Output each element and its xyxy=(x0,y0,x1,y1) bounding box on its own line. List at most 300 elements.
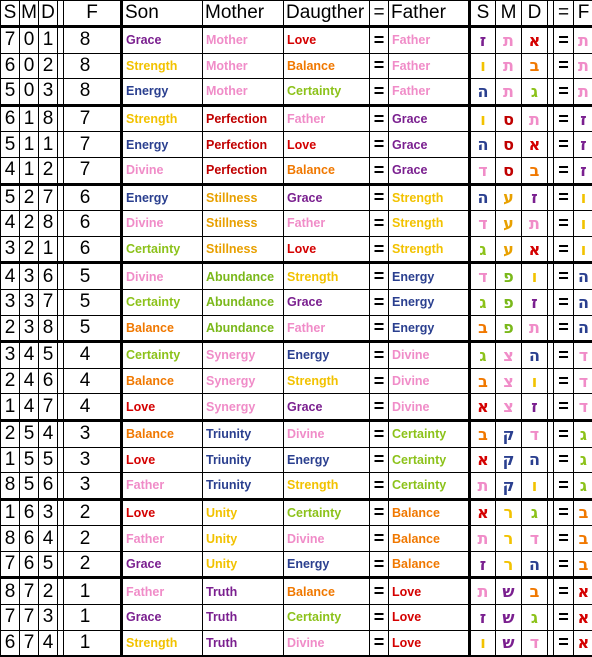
cell-daughter: Balance xyxy=(284,157,370,184)
cell-mother: Truth xyxy=(203,578,284,605)
cell-s: 4 xyxy=(1,263,20,290)
cell-hebrew-equals: = xyxy=(554,79,574,106)
cell-hebrew-m: ש xyxy=(496,578,522,605)
cell-equals: = xyxy=(370,420,389,447)
cell-f: 6 xyxy=(64,184,122,211)
cell-hebrew-f: ו xyxy=(574,211,592,237)
cell-d: 8 xyxy=(39,105,58,132)
cell-daughter: Grace xyxy=(284,289,370,315)
table-row xyxy=(1,551,592,578)
cell-hebrew-f: ת xyxy=(574,79,592,106)
cell-d: 5 xyxy=(39,447,58,473)
table-row xyxy=(1,578,592,605)
cell-hebrew-s: ת xyxy=(470,473,496,500)
cell-son: Balance xyxy=(122,315,203,342)
cell-son: Love xyxy=(122,499,203,526)
cell-father: Divine xyxy=(389,368,470,394)
cell-mother: Stillness xyxy=(203,184,284,211)
cell-daughter: Love xyxy=(284,132,370,158)
cell-daughter: Grace xyxy=(284,394,370,421)
cell-father: Divine xyxy=(389,342,470,369)
cell-hebrew-d: ג xyxy=(522,499,548,526)
cell-hebrew-equals: = xyxy=(554,263,574,290)
cell-hebrew-f: ב xyxy=(574,526,592,552)
cell-hebrew-d: ד xyxy=(522,420,548,447)
cell-m: 7 xyxy=(20,630,39,656)
cell-hebrew-equals: = xyxy=(554,551,574,578)
table-row xyxy=(1,499,592,526)
cell-father: Grace xyxy=(389,105,470,132)
cell-son: Energy xyxy=(122,132,203,158)
table-row xyxy=(1,526,592,552)
cell-father: Father xyxy=(389,27,470,54)
cell-hebrew-s: ד xyxy=(470,263,496,290)
cell-father: Balance xyxy=(389,526,470,552)
cell-son: Divine xyxy=(122,263,203,290)
cell-d: 1 xyxy=(39,27,58,54)
cell-hebrew-m: פ xyxy=(496,263,522,290)
cell-equals: = xyxy=(370,447,389,473)
cell-hebrew-m: ת xyxy=(496,53,522,79)
cell-daughter: Father xyxy=(284,105,370,132)
cell-s: 5 xyxy=(1,184,20,211)
cell-hebrew-m: ר xyxy=(496,551,522,578)
cell-f: 7 xyxy=(64,132,122,158)
cell-equals: = xyxy=(370,578,389,605)
cell-s: 3 xyxy=(1,289,20,315)
cell-mother: Triunity xyxy=(203,473,284,500)
cell-daughter: Balance xyxy=(284,578,370,605)
cell-hebrew-m: ר xyxy=(496,499,522,526)
header-father: Father xyxy=(389,1,470,27)
cell-f: 4 xyxy=(64,368,122,394)
cell-son: Grace xyxy=(122,605,203,631)
cell-d: 3 xyxy=(39,605,58,631)
cell-m: 0 xyxy=(20,53,39,79)
cell-hebrew-m: ת xyxy=(496,79,522,106)
cell-s: 6 xyxy=(1,53,20,79)
cell-hebrew-f: ג xyxy=(574,473,592,500)
cell-hebrew-s: ז xyxy=(470,27,496,54)
cell-d: 2 xyxy=(39,157,58,184)
cell-son: Strength xyxy=(122,105,203,132)
cell-s: 6 xyxy=(1,630,20,656)
cell-hebrew-s: א xyxy=(470,394,496,421)
cell-hebrew-equals: = xyxy=(554,236,574,263)
cell-father: Certainty xyxy=(389,420,470,447)
cell-son: Grace xyxy=(122,551,203,578)
cell-son: Father xyxy=(122,473,203,500)
cell-hebrew-s: ג xyxy=(470,289,496,315)
cell-hebrew-m: ס xyxy=(496,132,522,158)
header-s: S xyxy=(1,1,20,27)
table-row xyxy=(1,368,592,394)
header-equals: = xyxy=(370,1,389,27)
cell-daughter: Energy xyxy=(284,342,370,369)
cell-father: Certainty xyxy=(389,447,470,473)
cell-hebrew-d: ו xyxy=(522,473,548,500)
cell-father: Grace xyxy=(389,157,470,184)
cell-f: 8 xyxy=(64,79,122,106)
cell-son: Strength xyxy=(122,53,203,79)
cell-daughter: Certainty xyxy=(284,605,370,631)
cell-d: 2 xyxy=(39,53,58,79)
cell-equals: = xyxy=(370,473,389,500)
cell-hebrew-d: ת xyxy=(522,315,548,342)
header-daughter: Daugther xyxy=(284,1,370,27)
cell-hebrew-d: ז xyxy=(522,184,548,211)
cell-hebrew-equals: = xyxy=(554,473,574,500)
cell-m: 1 xyxy=(20,157,39,184)
cell-s: 1 xyxy=(1,499,20,526)
cell-hebrew-equals: = xyxy=(554,157,574,184)
cell-mother: Unity xyxy=(203,499,284,526)
header-row xyxy=(1,1,592,27)
cell-hebrew-d: ת xyxy=(522,211,548,237)
table-row xyxy=(1,342,592,369)
cell-equals: = xyxy=(370,105,389,132)
cell-father: Strength xyxy=(389,184,470,211)
cell-hebrew-f: ב xyxy=(574,499,592,526)
cell-mother: Synergy xyxy=(203,342,284,369)
cell-hebrew-s: ג xyxy=(470,342,496,369)
cell-hebrew-f: ה xyxy=(574,263,592,290)
cell-hebrew-m: ק xyxy=(496,420,522,447)
cell-equals: = xyxy=(370,27,389,54)
cell-father: Strength xyxy=(389,211,470,237)
cell-m: 6 xyxy=(20,551,39,578)
cell-hebrew-m: ת xyxy=(496,27,522,54)
cell-m: 5 xyxy=(20,447,39,473)
cell-mother: Perfection xyxy=(203,132,284,158)
cell-equals: = xyxy=(370,526,389,552)
cell-f: 3 xyxy=(64,473,122,500)
header-m: M xyxy=(20,1,39,27)
cell-son: Energy xyxy=(122,184,203,211)
cell-equals: = xyxy=(370,79,389,106)
header-d: D xyxy=(39,1,58,27)
cell-d: 7 xyxy=(39,289,58,315)
cell-daughter: Love xyxy=(284,236,370,263)
table-row xyxy=(1,157,592,184)
cell-son: Divine xyxy=(122,211,203,237)
cell-m: 1 xyxy=(20,105,39,132)
cell-son: Certainty xyxy=(122,289,203,315)
cell-daughter: Certainty xyxy=(284,499,370,526)
cell-hebrew-m: פ xyxy=(496,289,522,315)
cell-hebrew-d: ג xyxy=(522,79,548,106)
cell-hebrew-m: ק xyxy=(496,473,522,500)
cell-son: Energy xyxy=(122,79,203,106)
cell-hebrew-d: ב xyxy=(522,157,548,184)
cell-s: 8 xyxy=(1,578,20,605)
cell-mother: Abundance xyxy=(203,315,284,342)
cell-hebrew-f: ג xyxy=(574,420,592,447)
cell-s: 8 xyxy=(1,526,20,552)
cell-f: 3 xyxy=(64,420,122,447)
cell-hebrew-f: ז xyxy=(574,105,592,132)
cell-hebrew-equals: = xyxy=(554,184,574,211)
cell-m: 3 xyxy=(20,315,39,342)
cell-hebrew-m: ק xyxy=(496,447,522,473)
cell-f: 2 xyxy=(64,551,122,578)
cell-f: 1 xyxy=(64,578,122,605)
header-hebrew-d: D xyxy=(522,1,548,27)
cell-father: Love xyxy=(389,578,470,605)
cell-hebrew-s: ב xyxy=(470,315,496,342)
cell-daughter: Father xyxy=(284,315,370,342)
cell-hebrew-f: א xyxy=(574,578,592,605)
header-hebrew-m: M xyxy=(496,1,522,27)
cell-mother: Abundance xyxy=(203,263,284,290)
cell-f: 5 xyxy=(64,263,122,290)
cell-hebrew-s: ה xyxy=(470,184,496,211)
cell-mother: Perfection xyxy=(203,105,284,132)
cell-d: 4 xyxy=(39,420,58,447)
cell-s: 1 xyxy=(1,394,20,421)
cell-daughter: Strength xyxy=(284,368,370,394)
cell-daughter: Balance xyxy=(284,53,370,79)
cell-d: 2 xyxy=(39,578,58,605)
cell-s: 1 xyxy=(1,447,20,473)
table-row xyxy=(1,315,592,342)
table-row xyxy=(1,132,592,158)
header-hebrew-s: S xyxy=(470,1,496,27)
cell-hebrew-equals: = xyxy=(554,499,574,526)
cell-hebrew-d: א xyxy=(522,27,548,54)
header-son: Son xyxy=(122,1,203,27)
cell-f: 8 xyxy=(64,53,122,79)
table-row xyxy=(1,420,592,447)
cell-m: 6 xyxy=(20,499,39,526)
cell-hebrew-s: ב xyxy=(470,420,496,447)
cell-hebrew-f: ז xyxy=(574,157,592,184)
cell-hebrew-equals: = xyxy=(554,447,574,473)
cell-s: 5 xyxy=(1,132,20,158)
cell-mother: Mother xyxy=(203,79,284,106)
cell-hebrew-equals: = xyxy=(554,420,574,447)
cell-f: 7 xyxy=(64,157,122,184)
cell-hebrew-s: ו xyxy=(470,630,496,656)
cell-m: 4 xyxy=(20,394,39,421)
cell-m: 2 xyxy=(20,236,39,263)
cell-d: 6 xyxy=(39,368,58,394)
cell-daughter: Divine xyxy=(284,526,370,552)
cell-mother: Abundance xyxy=(203,289,284,315)
cell-equals: = xyxy=(370,630,389,656)
cell-hebrew-d: ת xyxy=(522,105,548,132)
cell-son: Love xyxy=(122,394,203,421)
cell-hebrew-f: ד xyxy=(574,342,592,369)
cell-hebrew-s: ו xyxy=(470,105,496,132)
cell-f: 8 xyxy=(64,27,122,54)
cell-hebrew-equals: = xyxy=(554,526,574,552)
cell-d: 6 xyxy=(39,263,58,290)
table-row xyxy=(1,289,592,315)
cell-f: 2 xyxy=(64,499,122,526)
cell-hebrew-equals: = xyxy=(554,27,574,54)
cell-d: 4 xyxy=(39,630,58,656)
cell-son: Divine xyxy=(122,157,203,184)
cell-hebrew-m: ס xyxy=(496,105,522,132)
cell-hebrew-f: ה xyxy=(574,289,592,315)
cell-equals: = xyxy=(370,184,389,211)
cell-d: 8 xyxy=(39,211,58,237)
table-row xyxy=(1,79,592,106)
cell-hebrew-s: ה xyxy=(470,79,496,106)
cell-f: 5 xyxy=(64,289,122,315)
cell-daughter: Divine xyxy=(284,420,370,447)
cell-daughter: Strength xyxy=(284,263,370,290)
cell-hebrew-d: ז xyxy=(522,289,548,315)
cell-hebrew-equals: = xyxy=(554,132,574,158)
cell-hebrew-f: ז xyxy=(574,132,592,158)
cell-father: Energy xyxy=(389,263,470,290)
cell-hebrew-d: ה xyxy=(522,447,548,473)
table-row xyxy=(1,263,592,290)
cell-m: 5 xyxy=(20,473,39,500)
cell-d: 7 xyxy=(39,394,58,421)
cell-f: 7 xyxy=(64,105,122,132)
table-row xyxy=(1,605,592,631)
cell-father: Balance xyxy=(389,551,470,578)
table-row xyxy=(1,53,592,79)
cell-d: 5 xyxy=(39,551,58,578)
cell-mother: Stillness xyxy=(203,236,284,263)
cell-daughter: Divine xyxy=(284,630,370,656)
cell-hebrew-d: ב xyxy=(522,578,548,605)
cell-f: 2 xyxy=(64,526,122,552)
cell-hebrew-d: א xyxy=(522,236,548,263)
cell-f: 3 xyxy=(64,447,122,473)
cell-father: Energy xyxy=(389,289,470,315)
cell-mother: Mother xyxy=(203,27,284,54)
table-row xyxy=(1,447,592,473)
cell-equals: = xyxy=(370,289,389,315)
cell-hebrew-s: א xyxy=(470,499,496,526)
cell-hebrew-equals: = xyxy=(554,289,574,315)
cell-d: 1 xyxy=(39,132,58,158)
cell-equals: = xyxy=(370,342,389,369)
cell-hebrew-d: ב xyxy=(522,53,548,79)
cell-hebrew-d: ו xyxy=(522,368,548,394)
cell-m: 2 xyxy=(20,211,39,237)
cell-hebrew-f: ו xyxy=(574,236,592,263)
cell-hebrew-m: צ xyxy=(496,394,522,421)
cell-hebrew-m: ס xyxy=(496,157,522,184)
header-hebrew-f: F xyxy=(574,1,592,27)
cell-equals: = xyxy=(370,263,389,290)
cell-son: Certainty xyxy=(122,236,203,263)
cell-son: Balance xyxy=(122,368,203,394)
cell-hebrew-m: ע xyxy=(496,184,522,211)
cell-mother: Triunity xyxy=(203,447,284,473)
cell-hebrew-f: ג xyxy=(574,447,592,473)
cell-hebrew-equals: = xyxy=(554,53,574,79)
cell-equals: = xyxy=(370,368,389,394)
header-mother: Mother xyxy=(203,1,284,27)
cell-mother: Synergy xyxy=(203,368,284,394)
cell-mother: Unity xyxy=(203,526,284,552)
cell-hebrew-equals: = xyxy=(554,315,574,342)
cell-m: 0 xyxy=(20,79,39,106)
cell-equals: = xyxy=(370,236,389,263)
cell-hebrew-f: ה xyxy=(574,315,592,342)
cell-hebrew-d: ו xyxy=(522,263,548,290)
cell-m: 2 xyxy=(20,184,39,211)
cell-father: Energy xyxy=(389,315,470,342)
cell-s: 7 xyxy=(1,551,20,578)
cell-daughter: Grace xyxy=(284,184,370,211)
cell-daughter: Energy xyxy=(284,447,370,473)
cell-d: 8 xyxy=(39,315,58,342)
cell-daughter: Energy xyxy=(284,551,370,578)
cell-mother: Truth xyxy=(203,630,284,656)
cell-mother: Truth xyxy=(203,605,284,631)
cell-s: 6 xyxy=(1,105,20,132)
cell-hebrew-equals: = xyxy=(554,105,574,132)
cell-hebrew-equals: = xyxy=(554,630,574,656)
cell-equals: = xyxy=(370,132,389,158)
cell-f: 1 xyxy=(64,605,122,631)
cell-hebrew-s: ה xyxy=(470,132,496,158)
cell-son: Father xyxy=(122,578,203,605)
cell-son: Certainty xyxy=(122,342,203,369)
cell-s: 2 xyxy=(1,368,20,394)
cell-s: 2 xyxy=(1,315,20,342)
cell-hebrew-s: ז xyxy=(470,551,496,578)
cell-hebrew-d: ד xyxy=(522,630,548,656)
cell-equals: = xyxy=(370,551,389,578)
cell-d: 5 xyxy=(39,342,58,369)
cell-f: 6 xyxy=(64,236,122,263)
table-row xyxy=(1,211,592,237)
cell-m: 6 xyxy=(20,526,39,552)
cell-equals: = xyxy=(370,605,389,631)
cell-hebrew-f: ת xyxy=(574,27,592,54)
header-f: F xyxy=(64,1,122,27)
cell-f: 4 xyxy=(64,342,122,369)
cell-father: Grace xyxy=(389,132,470,158)
cell-hebrew-d: ז xyxy=(522,394,548,421)
cell-hebrew-m: ע xyxy=(496,211,522,237)
cell-father: Love xyxy=(389,605,470,631)
cell-s: 4 xyxy=(1,211,20,237)
cell-hebrew-s: א xyxy=(470,447,496,473)
table-body xyxy=(1,27,592,657)
cell-s: 4 xyxy=(1,157,20,184)
cell-mother: Synergy xyxy=(203,394,284,421)
cell-m: 4 xyxy=(20,368,39,394)
cell-m: 5 xyxy=(20,420,39,447)
cell-father: Certainty xyxy=(389,473,470,500)
cell-hebrew-m: ש xyxy=(496,605,522,631)
cell-d: 3 xyxy=(39,79,58,106)
cell-daughter: Strength xyxy=(284,473,370,500)
cell-f: 4 xyxy=(64,394,122,421)
cell-hebrew-d: ה xyxy=(522,342,548,369)
cell-s: 7 xyxy=(1,605,20,631)
cell-hebrew-s: ת xyxy=(470,526,496,552)
cell-daughter: Love xyxy=(284,27,370,54)
cell-hebrew-f: ת xyxy=(574,53,592,79)
cell-hebrew-m: צ xyxy=(496,368,522,394)
cell-m: 3 xyxy=(20,289,39,315)
cell-son: Grace xyxy=(122,27,203,54)
table-row xyxy=(1,27,592,54)
cell-hebrew-s: ד xyxy=(470,157,496,184)
cell-d: 6 xyxy=(39,473,58,500)
